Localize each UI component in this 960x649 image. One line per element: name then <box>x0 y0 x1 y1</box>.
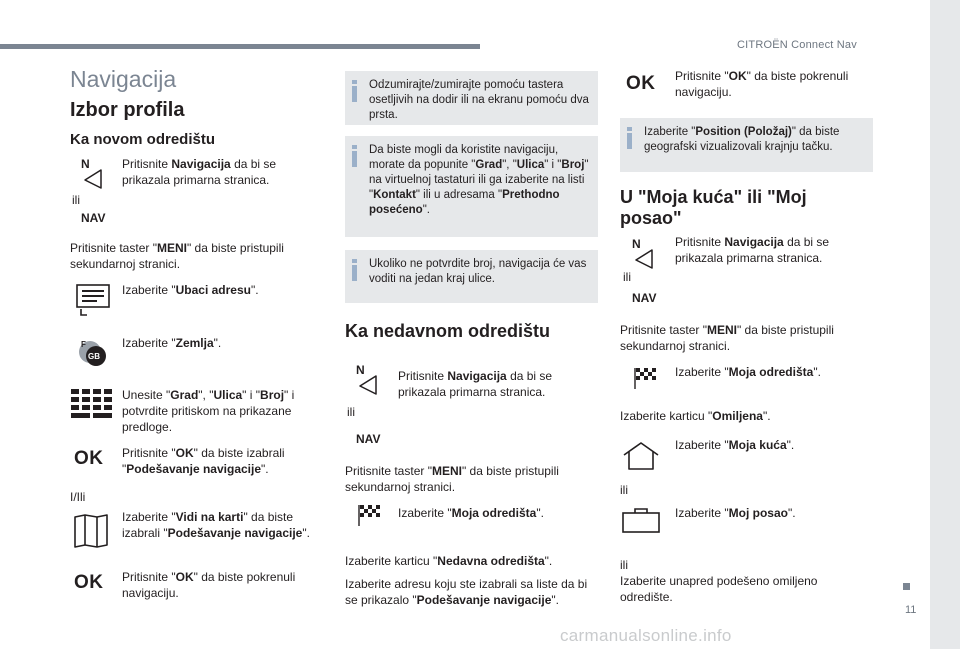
nav-icon-label-2: NAV <box>356 432 381 446</box>
info-note-number: Ukoliko ne potvrdite broj, navigacija će vas voditi na jedan kraj ulice. <box>345 250 598 303</box>
c2-step-5: Izaberite adresu koju ste izabrali sa liste da bi se prikazalo "Podešavanje navigacije". <box>345 577 588 607</box>
c1-step-7: Izaberite "Vidi na karti" da biste izabrali "Podešavanje navigacije". <box>122 510 310 540</box>
country-flag-icon <box>76 336 108 368</box>
c3-step-5: Izaberite karticu "Omiljena". <box>620 409 771 423</box>
c1-step-5: Unesite "Grad", "Ulica" i "Broj" i potvrdite pritiskom na prikazane predloge. <box>122 388 295 434</box>
c1-step-1: Pritisnite Navigacija da bi se prikazala primarna stranica. <box>122 157 277 187</box>
flag-bottom-label: GB <box>88 352 100 361</box>
continue-marker <box>903 583 910 590</box>
address-keyboard-icon <box>75 283 111 317</box>
page-number: 11 <box>905 604 917 616</box>
c1-step-8: Pritisnite "OK" da biste pokrenuli navigaciju. <box>122 570 296 600</box>
heading-izbor-profila: Izbor profila <box>70 99 185 121</box>
c1-step-3: Izaberite "Ubaci adresu". <box>122 283 259 297</box>
info-icon-4 <box>627 127 632 149</box>
navigation-arrow-icon-2 <box>358 374 378 396</box>
section-title: Navigacija <box>70 66 177 92</box>
c1-step-2: Pritisnite taster "MENI" da biste pristupili sekundarnoj stranici. <box>70 241 284 271</box>
c3-step-1: Pritisnite "OK" da biste pokrenuli navigaciju. <box>675 69 849 99</box>
side-strip <box>930 0 960 649</box>
checkered-flag-icon <box>357 503 383 527</box>
c2-step-3: Izaberite "Moja odredišta". <box>398 506 544 520</box>
navigation-arrow-icon <box>83 168 103 190</box>
ok-icon-3: OK <box>626 73 656 94</box>
nav-icon-letter: N <box>81 157 90 171</box>
checkered-flag-icon-2 <box>633 366 659 390</box>
c3-step-3: Pritisnite taster "MENI" da biste pristupili sekundarnoj stranici. <box>620 323 834 353</box>
info-icon <box>352 80 357 102</box>
navigation-arrow-icon-3 <box>634 248 654 270</box>
c3-step-7: Izaberite "Moj posao". <box>675 506 796 520</box>
nav-icon-letter-3: N <box>632 237 641 251</box>
c1-step-4: Izaberite "Zemlja". <box>122 336 222 350</box>
c2-step-2: Pritisnite taster "MENI" da biste pristupili sekundarnoj stranici. <box>345 464 559 494</box>
nav-icon-or: ili <box>72 193 80 207</box>
heading-ka-nedavnom: Ka nedavnom odredištu <box>345 321 551 341</box>
ok-icon: OK <box>74 448 104 469</box>
heading-moja-kuca: U "Moja kuća" ili "Moj posao" <box>620 187 807 228</box>
c3-or-2: ili <box>620 558 628 572</box>
c2-step-4: Izaberite karticu "Nedavna odredišta". <box>345 554 553 568</box>
info-note-position: Izaberite "Position (Položaj)" da biste geografski vizualizovali krajnju tačku. <box>620 118 873 172</box>
info-icon-3 <box>352 259 357 281</box>
info-note-fill-fields: Da biste mogli da koristite navigaciju, morate da popunite "Grad", "Ulica" i "Broj" na virtuelnoj tastaturi ili ga izaberite na listi "Kontakt" ili u adresama "Prethodno posećeno". <box>345 136 598 237</box>
c3-or-1: ili <box>620 483 628 497</box>
ok-icon-2: OK <box>74 572 104 593</box>
keyboard-grid-icon <box>71 389 113 419</box>
info-icon-2 <box>352 145 357 167</box>
info-note-zoom: Odzumirajte/zumirajte pomoću tastera osetljivih na dodir ili na ekranu pomoću dva prsta. <box>345 71 598 125</box>
c3-step-4: Izaberite "Moja odredišta". <box>675 365 821 379</box>
watermark: carmanualsonline.info <box>560 626 732 645</box>
flag-top-label: F <box>81 340 86 349</box>
nav-icon-label-3: NAV <box>632 291 657 305</box>
nav-icon-letter-2: N <box>356 363 365 377</box>
c1-step-6: Pritisnite "OK" da biste izabrali "Podešavanje navigacije". <box>122 446 285 476</box>
home-icon <box>621 441 661 471</box>
nav-icon-or-2: ili <box>347 405 355 419</box>
work-briefcase-icon <box>621 506 661 534</box>
top-rule <box>0 44 480 49</box>
c3-step-8: Izaberite unapred podešeno omiljeno odredište. <box>620 574 818 604</box>
c1-or-text: I/Ili <box>70 490 86 504</box>
brand-header: CITROËN Connect Nav <box>737 39 857 51</box>
map-icon <box>73 513 109 549</box>
heading-ka-novom: Ka novom odredištu <box>70 131 216 148</box>
c3-step-2: Pritisnite Navigacija da bi se prikazala primarna stranica. <box>675 235 830 265</box>
nav-icon-or-3: ili <box>623 270 631 284</box>
c3-step-6: Izaberite "Moja kuća". <box>675 438 795 452</box>
nav-icon-label: NAV <box>81 211 106 225</box>
c2-step-1: Pritisnite Navigacija da bi se prikazala primarna stranica. <box>398 369 553 399</box>
